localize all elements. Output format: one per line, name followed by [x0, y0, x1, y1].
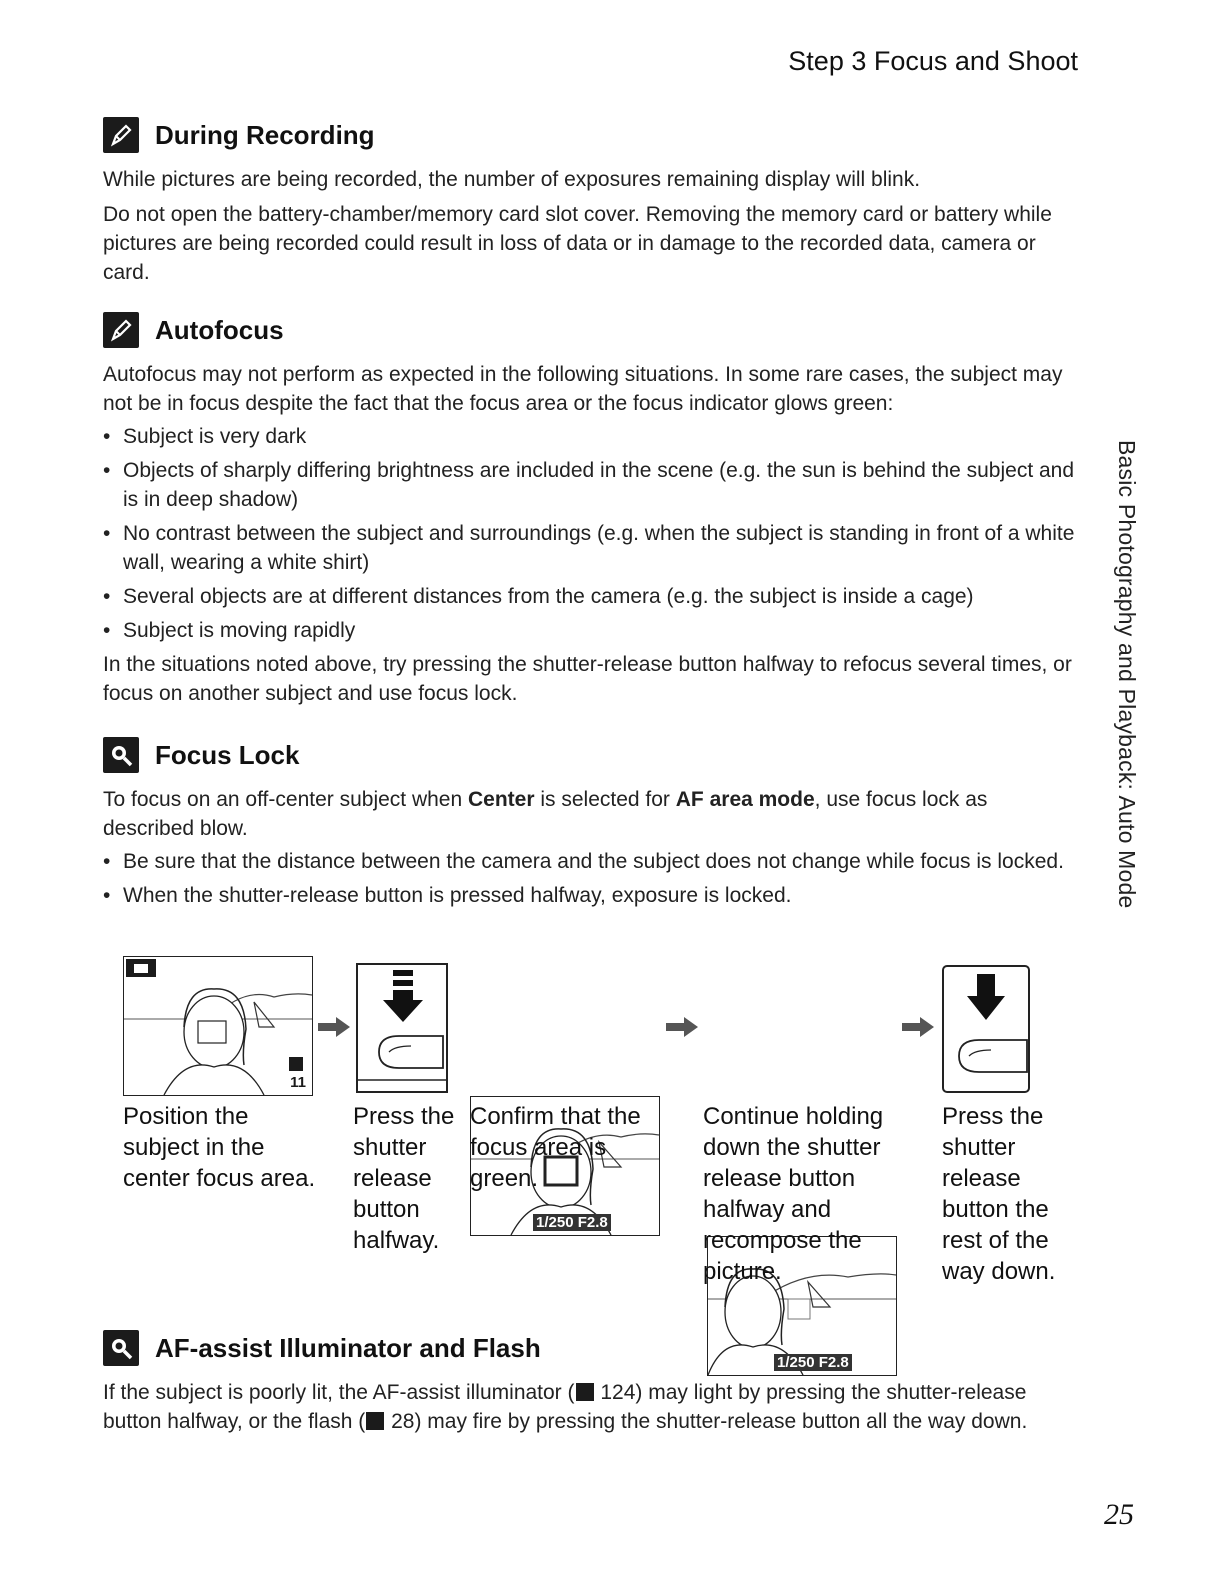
focus-lock-section [103, 735, 1083, 915]
list-item: • No contrast between the subject and surroundings (e.g. when the subject is standing in front of a white wall, wearing a white shirt) [103, 519, 1083, 577]
exposures-remaining-readout: 11 [290, 1074, 306, 1091]
arrow-right-icon [318, 1015, 352, 1039]
step5-shutter-full-illustration [941, 956, 1031, 1094]
af-assist-text: If the subject is poorly lit, the AF-assist illuminator ( 124) may light by pressing the shutter-release button halfway, or the flash ( 28) may fire by pressing the shutter-release button all the way down. [103, 1381, 1028, 1433]
list-item: • Be sure that the distance between the camera and the subject does not change while focus is locked. [103, 847, 1083, 876]
autofocus-title: Autofocus [155, 314, 284, 345]
arrow-right-icon [666, 1015, 700, 1039]
page-reference-icon [576, 1383, 594, 1401]
during-recording-p1: While pictures are being recorded, the number of exposures remaining display will blink. [103, 168, 921, 191]
chapter-side-tab: Basic Photography and Playback: Auto Mode [1114, 440, 1140, 909]
running-header: Step 3 Focus and Shoot [788, 46, 1078, 76]
autofocus-section [103, 310, 1083, 708]
list-item: • Several objects are at different distances from the camera (e.g. the subject is inside a cage) [103, 582, 1083, 611]
step2-caption: Press the shutter release button halfway. [353, 1103, 455, 1254]
list-item: • Objects of sharply differing brightness are included in the scene (e.g. the sun is behind the subject and is in deep shadow) [103, 456, 1083, 514]
focus-lock-bullet-list [103, 847, 1083, 910]
list-item: • Subject is moving rapidly [103, 616, 1083, 645]
af-assist-section [103, 1328, 1083, 1436]
page-number: 25 [1104, 1498, 1134, 1531]
focus-lock-title: Focus Lock [155, 739, 300, 770]
step1-caption: Position the subject in the center focus area. [123, 1103, 316, 1192]
list-item: • When the shutter-release button is pressed halfway, exposure is locked. [103, 881, 1083, 910]
af-assist-title: AF-assist Illuminator and Flash [155, 1332, 541, 1363]
step2-shutter-half-illustration [355, 956, 449, 1094]
during-recording-p2: Do not open the battery-chamber/memory card slot cover. Removing the memory card or battery while pictures are being recorded could result in loss of data or in damage to the recorded data, camera or card. [103, 203, 1052, 284]
page-reference-icon [366, 1412, 384, 1430]
focus-lock-intro: To focus on an off-center subject when Center is selected for AF area mode, use focus lock as described blow. [103, 788, 988, 840]
pencil-note-icon [103, 117, 139, 153]
autofocus-outro: In the situations noted above, try pressing the shutter-release button halfway to refocus several times, or focus on another subject and use focus lock. [103, 653, 1072, 705]
shutter-aperture-readout: 1/250 F2.8 [774, 1354, 852, 1371]
magnifier-tip-icon [103, 737, 139, 773]
during-recording-title: During Recording [155, 119, 375, 150]
autofocus-bullet-list [103, 422, 1083, 645]
step3-caption: Confirm that the focus area is green. [470, 1103, 641, 1192]
step1-monitor-illustration [123, 956, 313, 1096]
during-recording-section [103, 115, 1083, 287]
arrow-right-icon [902, 1015, 936, 1039]
pencil-note-icon [103, 312, 139, 348]
list-item: • Subject is very dark [103, 422, 1083, 451]
shutter-aperture-readout: 1/250 F2.8 [533, 1214, 611, 1231]
autofocus-intro: Autofocus may not perform as expected in the following situations. In some rare cases, the subject may not be in focus despite the fact that the focus area or the focus indicator glows green: [103, 363, 1063, 415]
magnifier-tip-icon [103, 1330, 139, 1366]
step5-caption: Press the shutter release button the rest of the way down. [942, 1103, 1056, 1285]
step4-caption: Continue holding down the shutter release button halfway and recompose the picture. [703, 1103, 884, 1285]
